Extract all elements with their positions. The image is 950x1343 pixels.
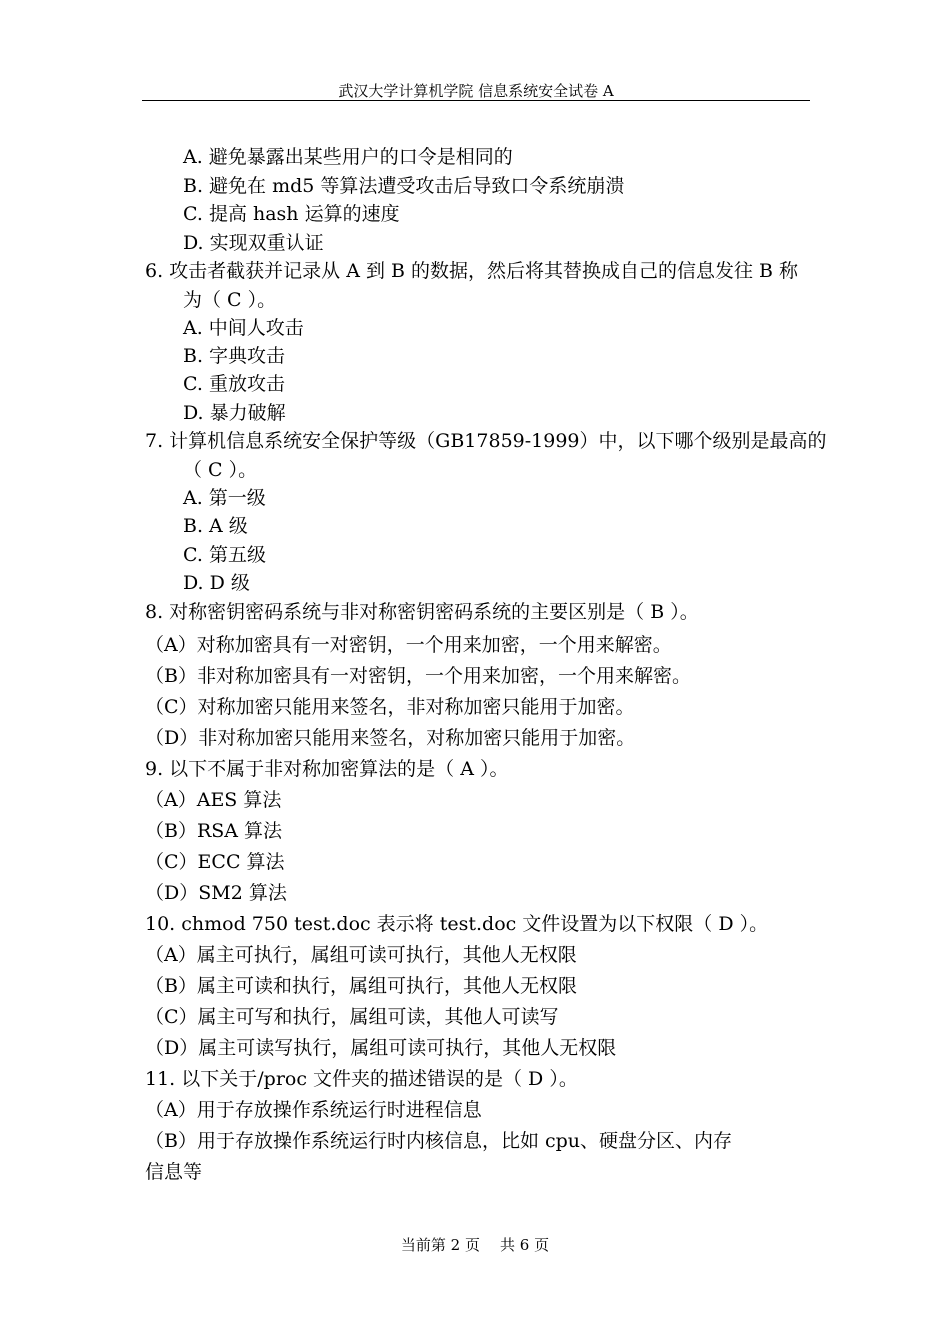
- option-line: D. D 级: [183, 572, 250, 594]
- option-line: （A）AES 算法: [145, 789, 282, 811]
- page-footer: [0, 1236, 950, 1254]
- question-line: 6. 攻击者截获并记录从 A 到 B 的数据，然后将其替换成自己的信息发往 B 称: [145, 260, 799, 282]
- total-pages-label: 共 6 页: [500, 1236, 550, 1254]
- option-line: C. 第五级: [183, 544, 266, 566]
- question-line: 9. 以下不属于非对称加密算法的是（ A ）。: [145, 758, 509, 780]
- option-line: C. 重放攻击: [183, 373, 285, 395]
- option-line: A. 中间人攻击: [183, 317, 304, 339]
- option-line: A. 避免暴露出某些用户的口令是相同的: [183, 146, 513, 168]
- option-line: （D）非对称加密只能用来签名，对称加密只能用于加密。: [145, 727, 636, 749]
- page-header: 武汉大学计算机学院 信息系统安全试卷 A: [338, 82, 614, 100]
- option-line: （B）RSA 算法: [145, 820, 283, 842]
- option-line: A. 第一级: [183, 487, 266, 509]
- question-line: 8. 对称密钥密码系统与非对称密钥密码系统的主要区别是（ B ）。: [145, 601, 699, 623]
- question-line: 10. chmod 750 test.doc 表示将 test.doc 文件设置为以下权限（ D ）。: [145, 913, 769, 935]
- option-line: （A）用于存放操作系统运行时进程信息: [145, 1099, 482, 1121]
- option-line: B. A 级: [183, 515, 248, 537]
- option-line: （B）属主可读和执行，属组可执行，其他人无权限: [145, 975, 577, 997]
- question-line: 11. 以下关于/proc 文件夹的描述错误的是（ D ）。: [145, 1068, 578, 1090]
- option-line: （C）对称加密只能用来签名，非对称加密只能用于加密。: [145, 696, 635, 718]
- option-line: D. 暴力破解: [183, 402, 286, 424]
- header-rule: [142, 100, 810, 101]
- current-page-label: 当前第 2 页: [400, 1236, 480, 1254]
- option-line: （A）对称加密具有一对密钥，一个用来加密，一个用来解密。: [145, 634, 672, 656]
- option-line: （A）属主可执行，属组可读可执行，其他人无权限: [145, 944, 577, 966]
- option-line: （D）SM2 算法: [145, 882, 287, 904]
- option-line: D. 实现双重认证: [183, 232, 324, 254]
- option-line: C. 提高 hash 运算的速度: [183, 203, 400, 225]
- option-line: 信息等: [145, 1161, 203, 1183]
- option-line: （C）ECC 算法: [145, 851, 285, 873]
- option-line: （D）属主可读写执行，属组可读可执行，其他人无权限: [145, 1037, 617, 1059]
- question-line: 为（ C ）。: [183, 289, 277, 311]
- option-line: B. 字典攻击: [183, 345, 286, 367]
- question-line: （ C ）。: [183, 459, 258, 481]
- option-line: （B）用于存放操作系统运行时内核信息，比如 cpu、硬盘分区、内存: [145, 1130, 733, 1152]
- question-line: 7. 计算机信息系统安全保护等级（GB17859-1999）中，以下哪个级别是最高的: [145, 430, 827, 452]
- option-line: （C）属主可写和执行，属组可读，其他人可读写: [145, 1006, 559, 1028]
- option-line: （B）非对称加密具有一对密钥，一个用来加密，一个用来解密。: [145, 665, 691, 687]
- option-line: B. 避免在 md5 等算法遭受攻击后导致口令系统崩溃: [183, 175, 625, 197]
